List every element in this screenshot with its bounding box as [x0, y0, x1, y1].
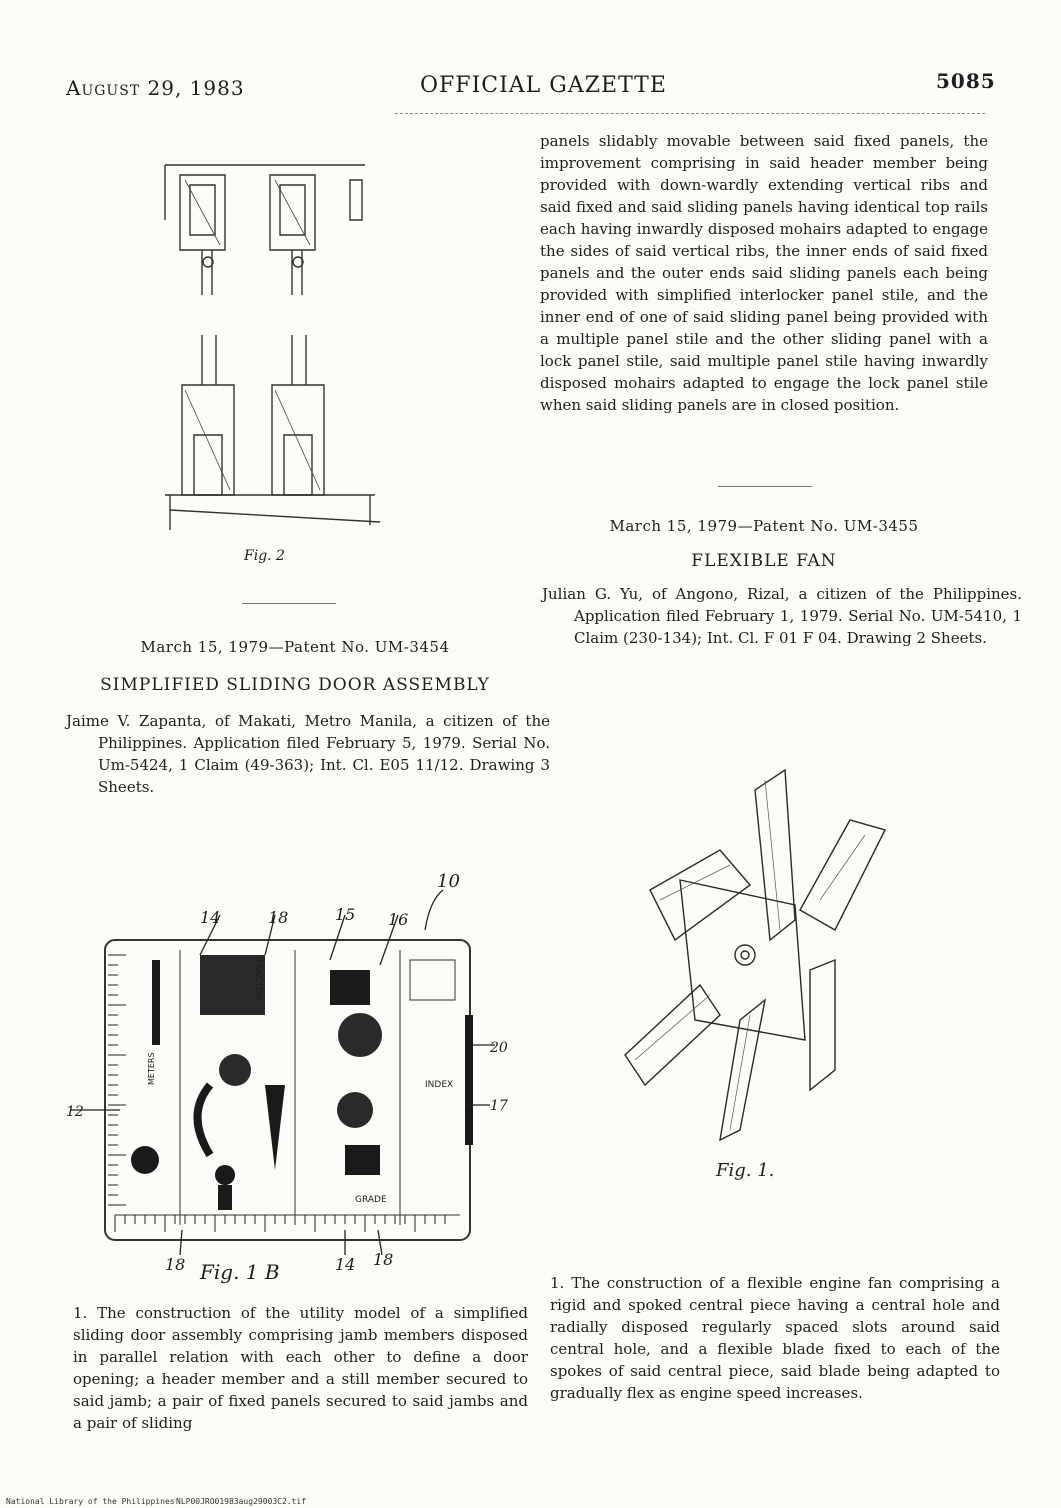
footer-file: NLP00JRO01983aug29003C2.tif — [176, 1497, 307, 1506]
header-rule — [395, 113, 985, 114]
applicant-3454: Jaime V. Zapanta, of Makati, Metro Manila, a citizen of the Philippines. Application filed February 5, 1979. Serial No. Um-5424, 1 Claim (49-363); Int. Cl. E05 11/12. Drawing 3 Sheets. — [66, 712, 550, 796]
applicant-3455: Julian G. Yu, of Angono, Rizal, a citizen of the Philippines. Application filed February 1, 1979. Serial No. UM-5410, 1 Claim (230-134); Int. Cl. F 01 F 04. Drawing 2 Sheets. — [542, 585, 1022, 647]
patent-title-3455: FLEXIBLE FAN — [691, 551, 837, 571]
ruler-label-index: INDEX — [425, 1080, 454, 1090]
door-section-drawing — [150, 150, 390, 570]
patent-line-3455: March 15, 1979—Patent No. UM-3455 — [609, 517, 919, 535]
ref-18-right: 18 — [373, 1250, 394, 1269]
ref-14-top: 14 — [200, 908, 221, 927]
ref-12: 12 — [66, 1104, 84, 1120]
ref-20: 20 — [490, 1040, 508, 1056]
ref-14-bottom: 14 — [335, 1255, 356, 1274]
ref-18-bottom: 18 — [165, 1255, 186, 1274]
ref-10: 10 — [437, 871, 460, 892]
patent-line-3454: March 15, 1979—Patent No. UM-3454 — [140, 638, 450, 656]
page-number: 5085 — [936, 69, 996, 93]
fig1-caption-left: Fig. 1 B — [200, 1260, 280, 1284]
ruler-label-grade: GRADE — [355, 1195, 387, 1205]
publication-title: OFFICIAL GAZETTE — [420, 73, 667, 98]
ruler-card-drawing — [60, 870, 530, 1290]
fig2-caption: Fig. 2 — [244, 548, 285, 564]
footer-library: National Library of the Philippines — [6, 1497, 175, 1506]
section-divider-left — [242, 603, 336, 604]
ref-15: 15 — [335, 905, 356, 924]
ref-18-top: 18 — [268, 908, 289, 927]
ruler-label-meters: METERS — [147, 1052, 156, 1085]
patent-title-3454: SIMPLIFIED SLIDING DOOR ASSEMBLY — [100, 675, 490, 695]
issue-date: August 29, 1983 — [66, 76, 245, 100]
claim-3454: 1. The construction of the utility model of a simplified sliding door assembly comprising jamb members disposed in parallel relation with each other to define a door opening; a header member and a still member secured to said jamb; a pair of fixed panels secured to said jambs and a pair of sliding — [73, 1304, 528, 1432]
claim-3455: 1. The construction of a flexible engine fan comprising a rigid and spoked central piece having a central hole and radially disposed regularly spaced slots around said central hole, and a flexible blade fixed to each of the spokes of said central piece, said blade being adapted to gradually flex as engine speed increases. — [550, 1274, 1000, 1402]
ref-16: 16 — [388, 910, 409, 929]
section-divider-right — [718, 486, 812, 487]
ruler-label-tractor: TRACTOR — [253, 958, 263, 1001]
claim-3454-continued: panels slidably movable between said fixed panels, the improvement comprising in said header member being provided with down-wardly extending vertical ribs and said fixed and said sliding panels having identical top rails each having inwardly disposed mohairs adapted to engage the sides of said vertical ribs, the inner ends of said fixed panels and the outer ends said sliding panels each being provided with simplified interlocker panel stile, and the inner end of one of said sliding panel being provided with a multiple panel stile and the other sliding panel with a lock panel stile, said multiple panel stile having inwardly disposed mohairs adapted to engage the lock panel stile when said sliding panels are in closed position. — [540, 132, 988, 414]
fig1-caption-right: Fig. 1. — [716, 1160, 775, 1181]
flexible-fan-drawing — [620, 770, 980, 1140]
ref-17: 17 — [490, 1098, 508, 1114]
